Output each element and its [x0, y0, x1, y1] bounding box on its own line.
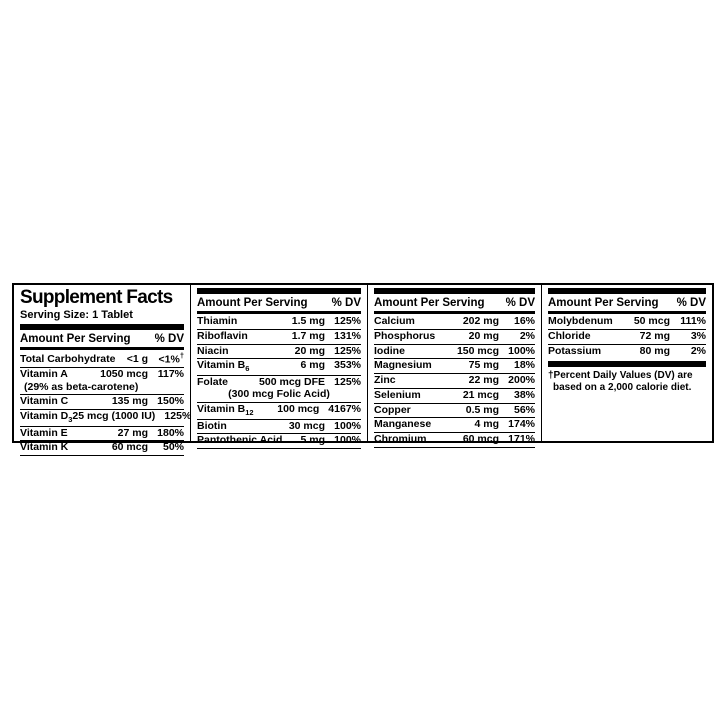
column-header	[548, 295, 706, 311]
nutrient-name: Copper	[374, 403, 411, 416]
nutrient-dv: <1%†	[158, 350, 184, 366]
nutrient-name: Magnesium	[374, 359, 432, 372]
column-header	[197, 295, 361, 311]
nutrient-name: Selenium	[374, 388, 421, 401]
nutrient-name: Vitamin C	[20, 395, 69, 408]
amount-per-serving-label: Amount Per Serving	[197, 297, 308, 309]
nutrient-dv: 3%	[690, 329, 706, 342]
panel-column-macros-vitamins	[14, 285, 192, 454]
nutrient-amount: 6 mg	[300, 359, 325, 372]
nutrient-dv: 150%	[157, 395, 184, 408]
nutrient-row	[374, 315, 535, 329]
thick-divider-bar	[197, 288, 361, 294]
nutrient-dv: 4167%	[328, 403, 361, 416]
nutrient-amount: 1.5 mg	[291, 315, 325, 327]
nutrient-row	[197, 402, 361, 418]
nutrient-name: Calcium	[374, 315, 415, 327]
header-divider-bar	[197, 311, 361, 314]
nutrient-amount: 30 mcg	[288, 419, 325, 432]
nutrient-row	[374, 417, 535, 432]
nutrient-row	[197, 315, 361, 329]
nutrient-name: Folate	[197, 375, 228, 388]
nutrient-amount: 75 mg	[468, 359, 499, 372]
nutrient-dv: 50%	[162, 441, 184, 454]
nutrient-rows	[197, 315, 361, 449]
nutrient-amount: 80 mg	[639, 344, 670, 357]
header-divider-bar	[374, 311, 535, 314]
nutrient-amount: 0.5 mg	[465, 403, 499, 416]
nutrient-amount: <1 g	[126, 353, 148, 366]
nutrient-dv: 125%	[334, 315, 361, 327]
supplement-facts-panel	[12, 283, 714, 454]
thick-divider-bar	[548, 361, 706, 367]
nutrient-dv: 111%	[680, 315, 706, 327]
nutrient-dv: 180%	[157, 426, 184, 439]
panel-title: Supplement Facts	[20, 287, 173, 308]
header-divider-bar	[20, 347, 184, 350]
nutrient-row	[197, 344, 361, 359]
thick-divider-bar	[374, 288, 535, 294]
nutrient-dv: 131%	[334, 329, 361, 342]
nutrient-amount: 20 mg	[294, 344, 325, 357]
nutrient-name: Vitamin $B_6$	[197, 359, 250, 374]
nutrient-name: Phosphorus	[374, 329, 436, 342]
nutrient-amount: 5 mg	[300, 434, 325, 447]
nutrient-amount: 135 mg	[111, 395, 148, 408]
nutrient-dv: 171%	[508, 433, 535, 445]
nutrient-amount: 20 mg	[468, 329, 499, 342]
header-divider-bar	[548, 311, 706, 314]
nutrient-dv: 174%	[508, 418, 535, 431]
nutrient-row	[20, 426, 184, 441]
column-header	[20, 331, 184, 347]
nutrient-amount: 27 mg	[117, 426, 148, 439]
nutrient-dv: 125%	[334, 344, 361, 357]
nutrient-row	[548, 329, 706, 344]
thick-divider-bar	[548, 288, 706, 294]
nutrient-amount: 202 mg	[462, 315, 499, 327]
nutrient-dv: 117%	[157, 368, 184, 381]
nutrient-amount: 22 mg	[468, 374, 499, 386]
nutrient-dv: 100%	[508, 344, 535, 357]
nutrient-name: Vitamin K	[20, 441, 69, 454]
percent-dv-label: % DV	[154, 332, 184, 345]
serving-size: Serving Size: 1 Tablet	[20, 308, 133, 321]
panel-column-trace-minerals	[541, 285, 712, 441]
nutrient-name: Potassium	[548, 344, 602, 357]
nutrient-dv: 100%	[334, 419, 361, 432]
column-header	[374, 295, 535, 311]
nutrient-rows	[374, 315, 535, 448]
nutrient-amount: 150 mcg	[456, 344, 499, 357]
nutrient-amount: 100 mcg	[277, 403, 320, 416]
nutrient-dv: 125%	[164, 410, 192, 423]
nutrient-row	[374, 403, 535, 418]
nutrient-name: Molybdenum	[548, 315, 613, 327]
nutrient-amount: 72 mg	[639, 329, 670, 342]
nutrient-name: Niacin	[197, 344, 229, 357]
nutrient-rows	[20, 350, 192, 456]
amount-per-serving-label: Amount Per Serving	[374, 297, 485, 309]
nutrient-row	[20, 367, 184, 394]
percent-dv-label: % DV	[676, 297, 706, 309]
nutrient-name: Pantothenic Acid	[197, 434, 283, 447]
nutrient-row	[374, 432, 535, 447]
nutrient-rows	[548, 315, 706, 358]
nutrient-name: Riboflavin	[197, 329, 248, 342]
nutrient-amount: 500 mcg DFE	[259, 375, 325, 388]
nutrient-amount: 60 mcg	[462, 433, 499, 445]
nutrient-name: Iodine	[374, 344, 405, 357]
nutrient-row	[374, 329, 535, 344]
percent-dv-label: % DV	[505, 297, 535, 309]
nutrient-amount: 60 mcg	[111, 441, 148, 454]
nutrient-subline: (300 mcg Folic Acid)	[228, 388, 330, 401]
nutrient-name: Vitamin $B_{12}$	[197, 403, 254, 418]
nutrient-dv: 18%	[513, 359, 535, 372]
nutrient-dv: 125%	[334, 375, 361, 388]
nutrient-row	[20, 351, 184, 367]
nutrient-name: Thiamin	[197, 315, 238, 327]
nutrient-row	[20, 409, 192, 425]
nutrient-amount: 50 mcg	[633, 315, 670, 327]
nutrient-name: Vitamin E	[20, 426, 68, 439]
amount-per-serving-label: Amount Per Serving	[548, 297, 659, 309]
nutrient-name: Zinc	[374, 374, 396, 386]
nutrient-name: Total Carbohydrate	[20, 353, 116, 366]
nutrient-row	[197, 329, 361, 344]
nutrient-name: Vitamin A	[20, 368, 68, 381]
percent-dv-label: % DV	[331, 297, 361, 309]
nutrient-row	[20, 394, 184, 409]
nutrient-amount: 1.7 mg	[291, 329, 325, 342]
nutrient-row	[197, 419, 361, 434]
daily-values-footnote: †Percent Daily Values (DV) are based on a 2,000 calorie diet.	[548, 370, 693, 393]
nutrient-dv: 16%	[513, 315, 535, 327]
nutrient-row	[374, 344, 535, 359]
nutrient-dv: 38%	[513, 388, 535, 401]
amount-per-serving-label: Amount Per Serving	[20, 332, 131, 345]
nutrient-row	[197, 375, 361, 402]
nutrient-subline: (29% as beta-carotene)	[24, 380, 139, 393]
nutrient-row	[548, 315, 706, 329]
nutrient-row	[548, 344, 706, 359]
nutrient-row	[374, 358, 535, 373]
panel-column-b-vitamins	[190, 285, 367, 447]
nutrient-dv: 100%	[334, 434, 361, 447]
nutrient-dv: 353%	[334, 359, 361, 372]
nutrient-amount: 1050 mcg	[100, 368, 148, 381]
nutrient-amount: 4 mg	[474, 418, 499, 431]
thick-divider-bar	[20, 324, 184, 330]
nutrient-row	[20, 440, 184, 455]
nutrient-row	[374, 388, 535, 403]
nutrient-name: Biotin	[197, 419, 227, 432]
nutrient-name: Chloride	[548, 329, 591, 342]
panel-column-minerals	[367, 285, 541, 445]
nutrient-name: Manganese	[374, 418, 432, 431]
nutrient-amount: 25 mcg (1000 IU)	[72, 410, 156, 423]
nutrient-name: Chromium	[374, 433, 427, 445]
nutrient-row	[374, 373, 535, 388]
nutrient-name: Vitamin $D_3$	[20, 410, 73, 425]
nutrient-dv: 200%	[508, 374, 535, 386]
nutrient-dv: 2%	[519, 329, 535, 342]
nutrient-dv: 56%	[513, 403, 535, 416]
nutrient-row	[197, 433, 361, 448]
nutrient-dv: 2%	[690, 344, 706, 357]
nutrient-amount: 21 mcg	[462, 388, 499, 401]
nutrient-row	[197, 358, 361, 374]
